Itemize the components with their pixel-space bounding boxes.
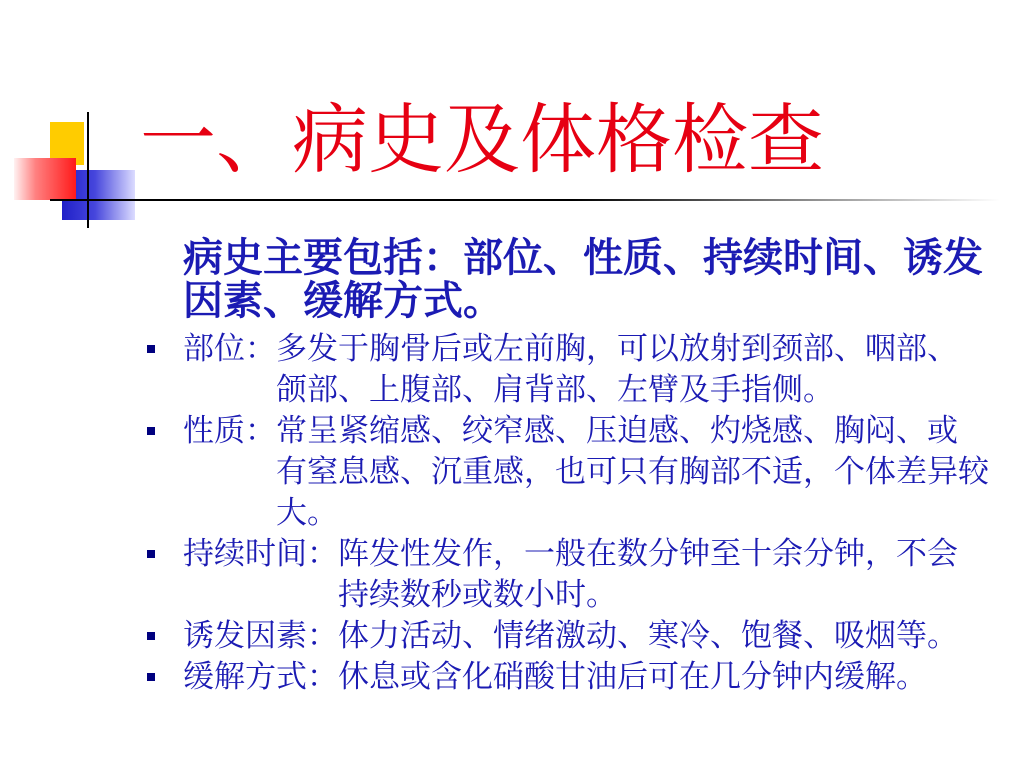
bullet-label: 缓解方式： <box>183 659 338 695</box>
bullet-label: 诱发因素： <box>183 618 338 654</box>
bullet-line: 常呈紧缩感、绞窄感、压迫感、灼烧感、胸闷、或 <box>276 413 958 449</box>
square-bullet-icon <box>147 673 155 681</box>
bullet-item-nature <box>183 411 1013 534</box>
bullet-item-location <box>183 329 1013 411</box>
bullet-content <box>276 411 989 534</box>
vertical-rule <box>87 112 89 228</box>
bullet-line: 有窒息感、沉重感，也可只有胸部不适，个体差异较 <box>276 454 989 490</box>
bullet-line: 持续数秒或数小时。 <box>338 577 617 613</box>
bullet-item-duration <box>183 534 1013 616</box>
bullet-content <box>338 534 958 616</box>
square-bullet-icon <box>147 632 155 640</box>
bullet-line: 颌部、上腹部、肩背部、左臂及手指侧。 <box>276 372 834 408</box>
square-bullet-icon <box>147 550 155 558</box>
intro-line: 因素、缓解方式。 <box>183 279 503 322</box>
bullet-line: 多发于胸骨后或左前胸，可以放射到颈部、咽部、 <box>276 331 958 367</box>
bullet-label: 性质： <box>183 413 276 449</box>
bullet-line: 大。 <box>276 495 338 531</box>
bullet-label: 持续时间： <box>183 536 338 572</box>
bullet-content <box>338 616 958 657</box>
square-bullet-icon <box>147 427 155 435</box>
bullet-list <box>183 329 1013 698</box>
intro-paragraph <box>183 236 1013 322</box>
square-bullet-icon <box>147 345 155 353</box>
bullet-content <box>276 329 958 411</box>
title-underline-rule <box>50 199 1000 201</box>
bullet-item-triggers <box>183 616 1013 657</box>
bullet-label: 部位： <box>183 331 276 367</box>
bullet-line: 体力活动、情绪激动、寒冷、饱餐、吸烟等。 <box>338 618 958 654</box>
intro-line: 病史主要包括：部位、性质、持续时间、诱发 <box>183 236 983 279</box>
red-gradient-decoration <box>14 158 76 200</box>
bullet-content <box>338 657 927 698</box>
bullet-item-relief <box>183 657 1013 698</box>
bullet-line: 阵发性发作，一般在数分钟至十余分钟，不会 <box>338 536 958 572</box>
slide-title: 一、病史及体格检查 <box>140 95 824 184</box>
bullet-line: 休息或含化硝酸甘油后可在几分钟内缓解。 <box>338 659 927 695</box>
